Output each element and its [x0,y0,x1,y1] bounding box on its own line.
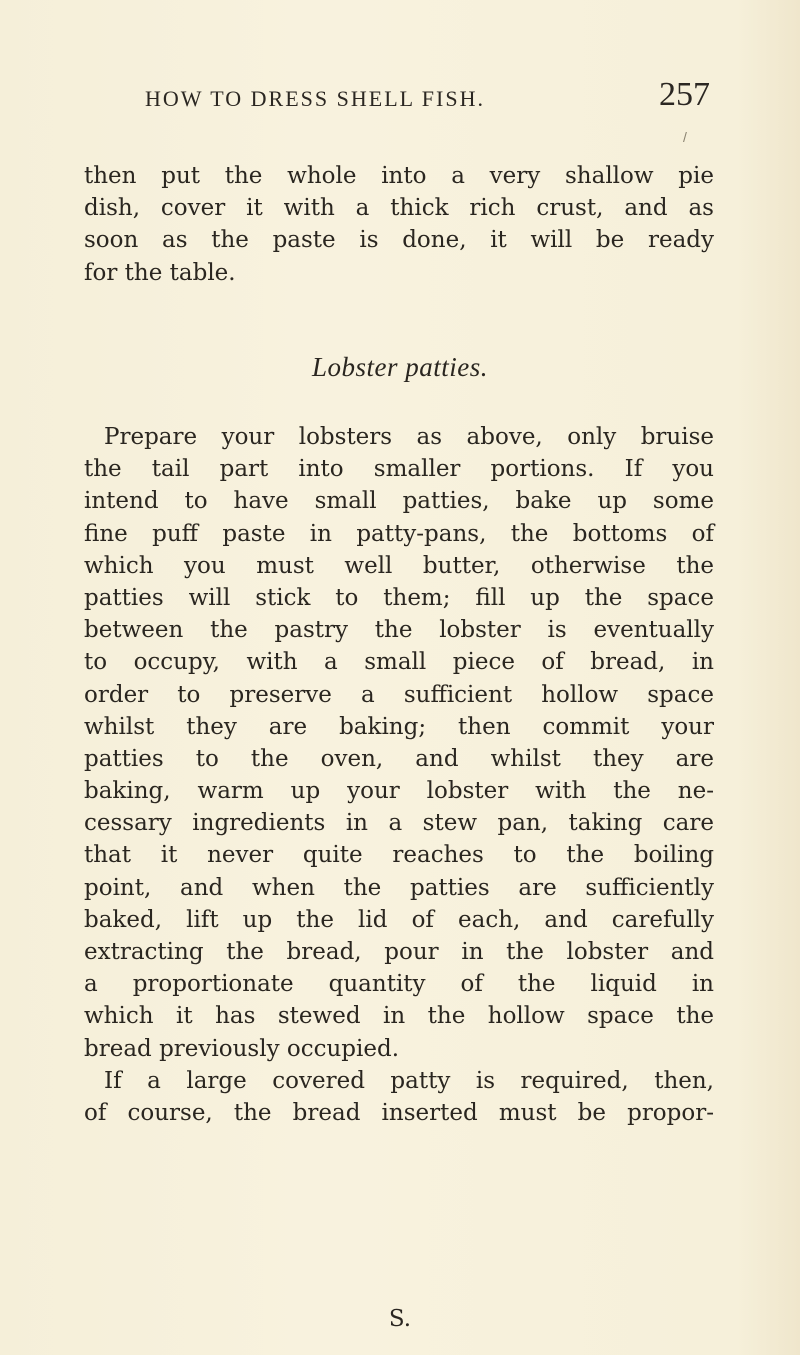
text-line: for the table. [84,259,236,286]
text-line: order to preserve a sufficient hollow space [84,681,714,708]
text-line: then put the whole into a very shallow pie [84,163,714,189]
text-line: the tail part into smaller portions. If you [84,456,714,483]
text-line: between the pastry the lobster is eventually [84,617,714,644]
text-line: cessary ingredients in a stew pan, taking care [84,810,714,837]
text-line: intend to have small patties, bake up some [84,488,714,515]
text-line: baked, lift up the lid of each, and carefully [84,906,714,933]
text-line: which you must well butter, otherwise the [84,552,714,579]
text-line: baking, warm up your lobster with the ne- [84,778,714,805]
text-line: which it has stewed in the hollow space the [84,1003,714,1030]
section-heading: Lobster patties. [311,352,488,382]
running-title: HOW TO DRESS SHELL FISH. [145,86,485,111]
running-head [145,78,710,118]
text-line: bread previously occupied. [84,1035,400,1062]
text-line: extracting the bread, pour in the lobster and [84,939,714,965]
paragraph-continued [84,160,714,289]
signature-mark: S. [388,1306,412,1332]
text-line: Prepare your lobsters as above, only bruise [104,424,714,450]
text-line: fine puff paste in patty-pans, the bottoms of [84,520,714,547]
paragraph-lobster-patties [84,421,714,1129]
pencil-mark: / [683,129,687,145]
text-line: patties will stick to them; fill up the space [84,584,714,611]
text-line: whilst they are baking; then commit your [84,713,714,740]
page-number: 257 [659,76,710,113]
text-line: patties to the oven, and whilst they are [84,745,714,772]
text-line: that it never quite reaches to the boiling [84,842,714,869]
text-line: dish, cover it with a thick rich crust, and as [84,195,714,222]
text-line: of course, the bread inserted must be propor- [84,1099,714,1126]
text-line: to occupy, with a small piece of bread, in [84,649,714,676]
text-line: a proportionate quantity of the liquid in [84,971,714,998]
text-line: point, and when the patties are sufficiently [84,874,714,901]
text-line: soon as the paste is done, it will be ready [84,227,714,254]
text-line: If a large covered patty is required, then, [104,1067,714,1094]
